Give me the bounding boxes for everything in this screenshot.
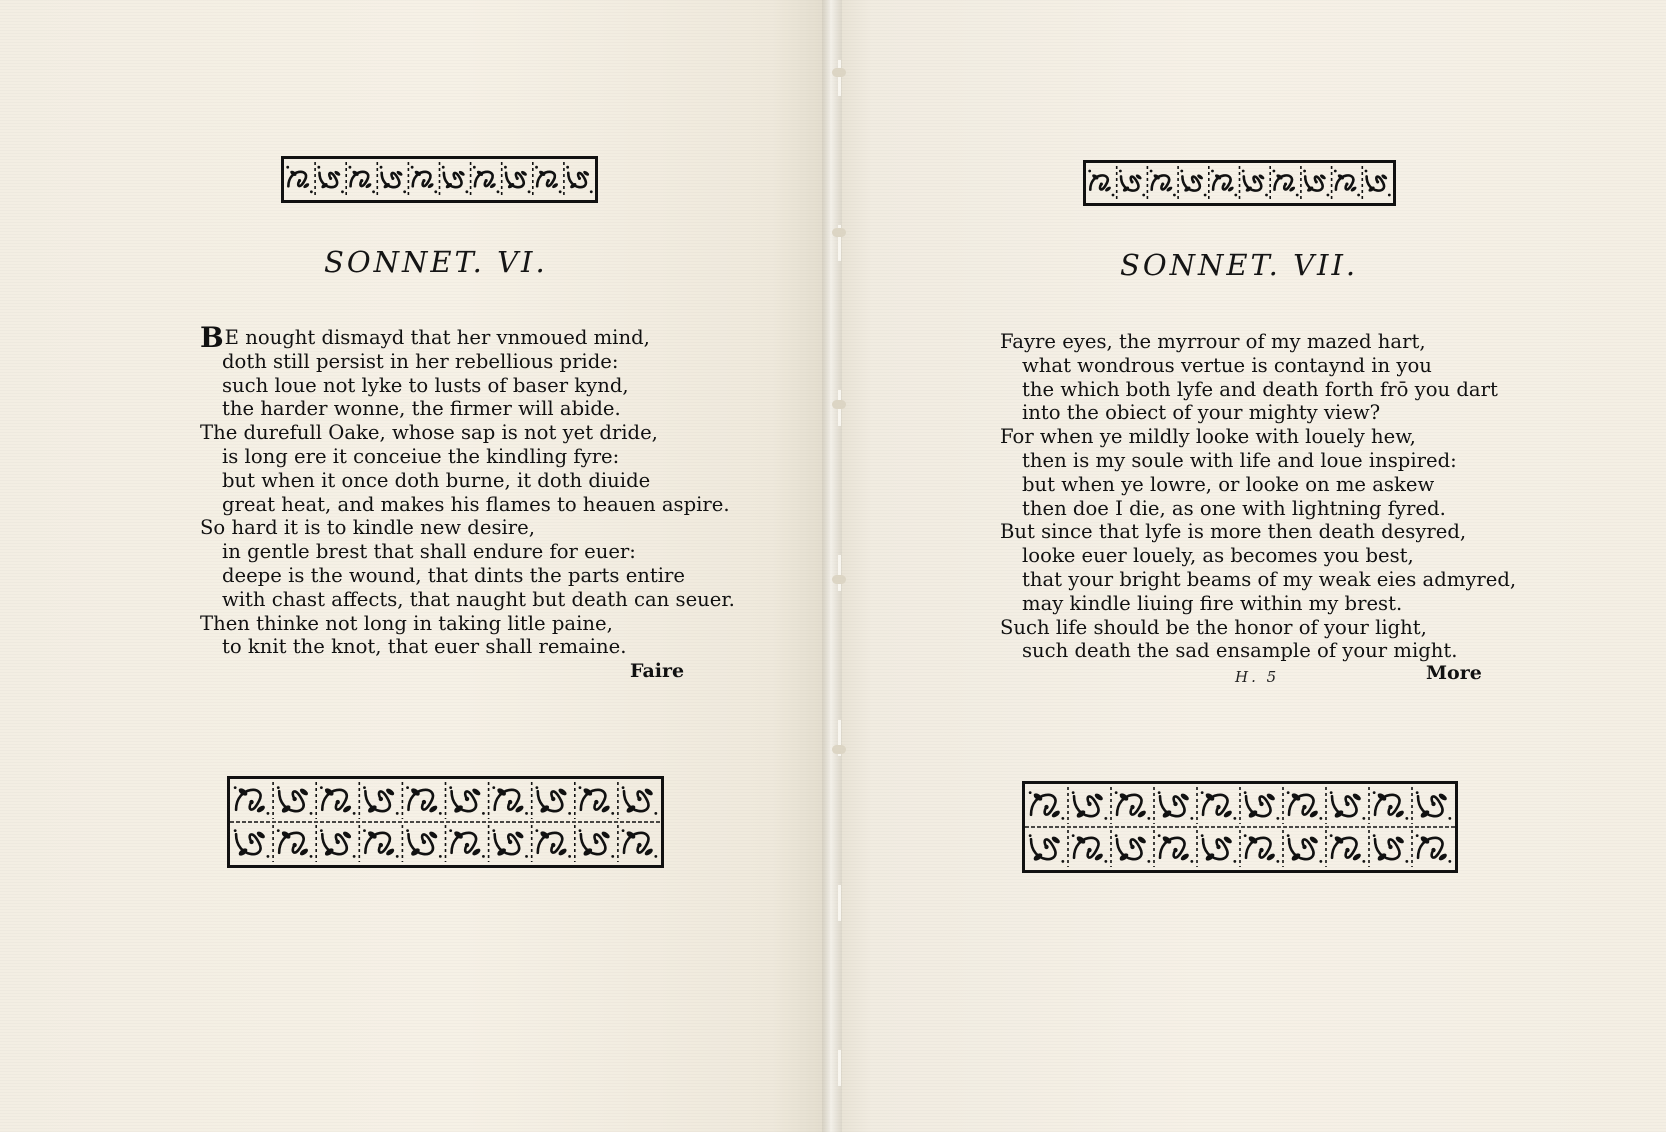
verse-text: doth still persist in her rebellious pride: (222, 349, 619, 373)
binding-thread (838, 0, 841, 1132)
left-page (0, 0, 830, 1132)
verse-line (1000, 330, 1516, 354)
verse-line (200, 421, 735, 445)
verse-line (1000, 425, 1516, 449)
verse-line (1000, 592, 1516, 616)
verse-text: Fayre eyes, the myrrour of my mazed hart, (1000, 330, 1426, 353)
sonnet-text (1000, 330, 1516, 663)
verse-text: but when it once doth burne, it doth diuide (222, 468, 651, 492)
verse-line (1000, 616, 1516, 640)
sonnet-text (200, 321, 735, 659)
verse-line (1000, 473, 1516, 497)
binding-stitch (832, 745, 846, 754)
verse-text: So hard it is to kindle new desire, (200, 516, 535, 540)
verse-line (200, 397, 735, 421)
verse-text: For when ye mildly looke with louely hew, (1000, 425, 1416, 449)
verse-text: in gentle brest that shall endure for euer: (222, 540, 636, 564)
verse-line (200, 445, 735, 469)
verse-line (200, 469, 735, 493)
binding-stitch (832, 228, 846, 237)
verse-text: what wondrous vertue is contaynd in you (1022, 353, 1432, 377)
verse-text: then doe I die, as one with lightning fyred. (1022, 496, 1446, 520)
verse-line (200, 564, 735, 588)
tailpiece-ornament (227, 776, 664, 868)
verse-text: Such life should be the honor of your light, (1000, 615, 1427, 639)
verse-line (1000, 639, 1516, 663)
verse-text: into the obiect of your mighty view? (1022, 401, 1381, 425)
sonnet-title: SONNET. VI. (324, 245, 548, 279)
verse-line (200, 493, 735, 517)
verse-text: The durefull Oake, whose sap is not yet dride, (200, 421, 658, 445)
verse-line (200, 321, 735, 354)
verse-line (200, 540, 735, 564)
verse-line (1000, 401, 1516, 425)
verse-text: deepe is the wound, that dints the parts entire (222, 563, 686, 587)
signature-mark: H. 5 (1235, 668, 1280, 686)
verse-line (200, 588, 735, 612)
headpiece-ornament (1083, 160, 1396, 206)
verse-text: the which both lyfe and death forth frō you dart (1022, 377, 1498, 401)
right-page (830, 0, 1666, 1132)
verse-text: that your bright beams of my weak eies admyred, (1022, 567, 1517, 591)
verse-line (1000, 520, 1516, 544)
verse-text: but when ye lowre, or looke on me askew (1022, 472, 1435, 496)
verse-text: Then thinke not long in taking litle paine, (200, 611, 613, 635)
verse-line (200, 350, 735, 374)
verse-line (1000, 544, 1516, 568)
verse-line (1000, 568, 1516, 592)
verse-line (1000, 449, 1516, 473)
verse-line (1000, 497, 1516, 521)
verse-text: looke euer louely, as becomes you best, (1022, 544, 1414, 568)
binding-stitch (832, 400, 846, 409)
verse-text: great heat, and makes his flames to heauen aspire. (222, 492, 730, 516)
drop-initial: B (200, 321, 224, 354)
verse-text: such death the sad ensample of your might. (1022, 639, 1458, 663)
binding-stitch (832, 68, 846, 77)
verse-line (200, 374, 735, 398)
verse-text: such loue not lyke to lusts of baser kynd, (222, 373, 629, 397)
verse-text: may kindle liuing fire within my brest. (1022, 591, 1403, 615)
verse-line (200, 635, 735, 659)
catchword: More (1426, 662, 1482, 684)
verse-text: But since that lyfe is more then death desyred, (1000, 520, 1467, 544)
tailpiece-ornament (1022, 781, 1458, 873)
verse-text: is long ere it conceiue the kindling fyre: (222, 444, 620, 468)
verse-text: to knit the knot, that euer shall remaine. (222, 635, 627, 659)
verse-text: with chast affects, that naught but death can seuer. (222, 587, 735, 611)
catchword: Faire (630, 660, 685, 682)
binding-stitch (832, 575, 846, 584)
verse-text: E nought dismayd that her vnmoued mind, (224, 326, 650, 349)
headpiece-ornament (281, 156, 598, 203)
verse-line (1000, 378, 1516, 402)
verse-line (200, 612, 735, 636)
verse-line (1000, 354, 1516, 378)
verse-text: the harder wonne, the firmer will abide. (222, 397, 621, 421)
verse-line (200, 516, 735, 540)
verse-text: then is my soule with life and loue inspired: (1022, 448, 1457, 472)
sonnet-title: SONNET. VII. (1120, 248, 1359, 282)
